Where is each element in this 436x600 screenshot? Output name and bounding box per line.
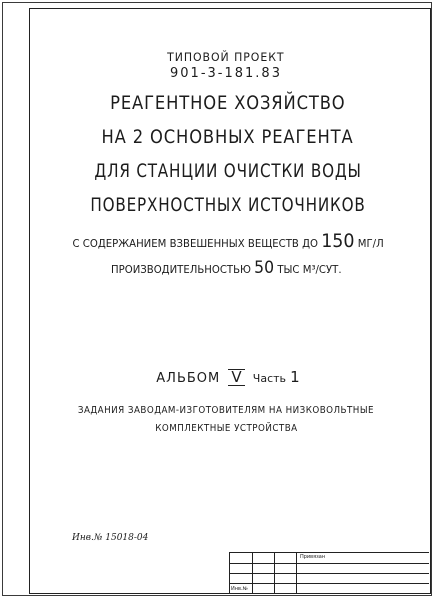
subtitle-line-2: КОМПЛЕКТНЫЕ УСТРОЙСТВА [154,423,298,434]
part-label: Часть [252,372,287,385]
title-line-3: ДЛЯ СТАНЦИИ ОЧИСТКИ ВОДЫ [94,160,362,182]
condition-value: 150 [321,230,355,252]
subtitle-line-1: ЗАДАНИЯ ЗАВОДАМ-ИЗГОТОВИТЕЛЯМ НА НИЗКОВОЛЬТНЫЕ [77,405,375,416]
part-number: 1 [290,368,300,386]
title-line-4: ПОВЕРХНОСТНЫХ ИСТОЧНИКОВ [90,194,366,216]
condition-unit: МГ/Л [357,237,384,250]
capacity-unit: ТЫС М³/СУТ. [277,263,342,276]
inventory-note: Инв.№ 15018-04 [72,533,149,543]
condition-text: С СОДЕРЖАНИЕМ ВЗВЕШЕННЫХ ВЕЩЕСТВ ДО [72,237,318,250]
title-block-stamp [229,552,429,594]
stamp-top-label: Привязан [300,554,326,560]
title-line-1: РЕАГЕНТНОЕ ХОЗЯЙСТВО [110,92,346,114]
condition-line [10,230,436,252]
stamp-bottom-label: Инв.№ [231,586,248,592]
album-label: АЛЬБОМ [156,371,221,386]
project-number: 901-3-181.83 [170,66,282,81]
capacity-line [8,258,436,278]
project-label: ТИПОВОЙ ПРОЕКТ [167,50,285,64]
capacity-value: 50 [253,258,274,278]
title-line-2: НА 2 ОСНОВНЫХ РЕАГЕНТА [101,126,354,148]
capacity-text: ПРОИЗВОДИТЕЛЬНОСТЬЮ [110,263,251,276]
album-number: V [228,369,244,386]
album-line [10,368,436,386]
